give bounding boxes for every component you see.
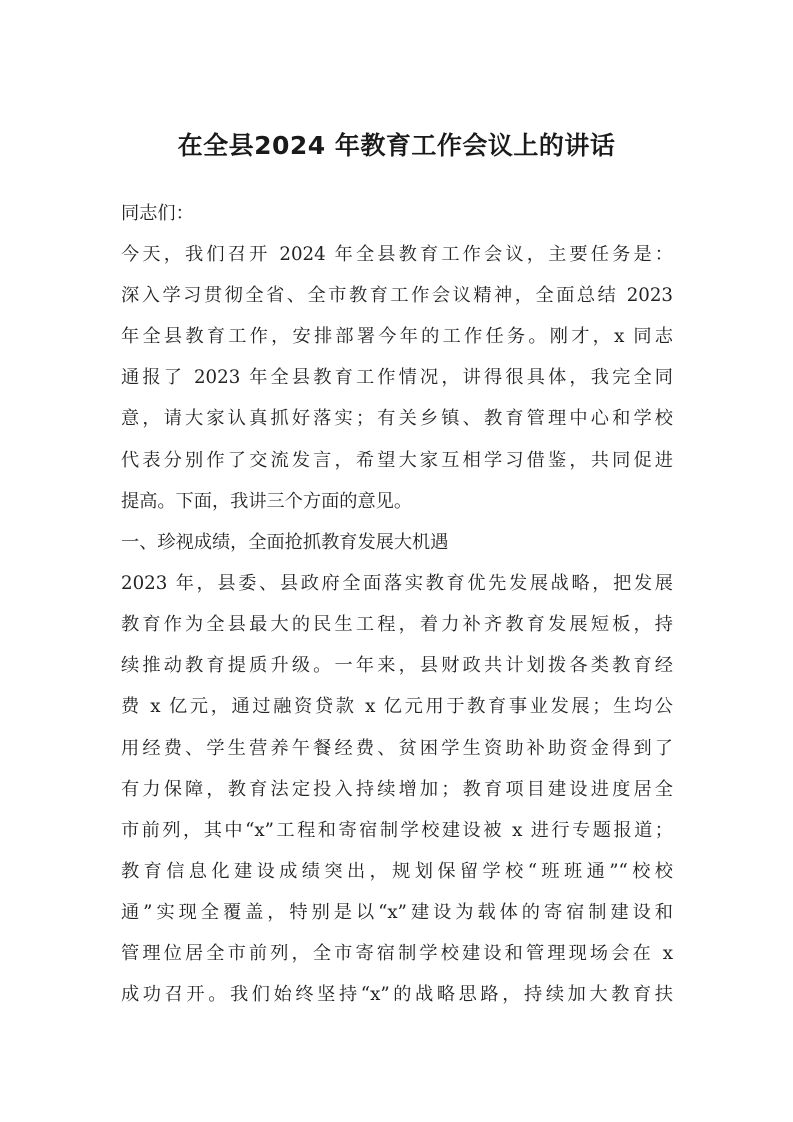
body-line: 意，请大家认真抓好落实；有关乡镇、教育管理中心和学校 <box>121 408 673 429</box>
body-line: 成功召开。我们始终坚持“x”的战略思路，持续加大教育扶 <box>121 984 673 1005</box>
body-line: 提高。下面，我讲三个方面的意见。 <box>121 491 413 512</box>
body-line: 教育信息化建设成绩突出，规划保留学校“班班通”“校校 <box>121 861 673 882</box>
body-line: 续推动教育提质升级。一年来，县财政共计划拨各类教育经 <box>121 655 673 676</box>
section-heading: 一、珍视成绩，全面抢抓教育发展大机遇 <box>121 532 449 553</box>
body-line: 费 x 亿元，通过融资贷款 x 亿元用于教育事业发展；生均公 <box>121 696 673 717</box>
body-line: 用经费、学生营养午餐经费、贫困学生资助补助资金得到了 <box>121 738 673 759</box>
document-title: 在全县2024 年教育工作会议上的讲话 <box>177 131 616 160</box>
salutation-line: 同志们： <box>121 203 194 224</box>
body-line: 通”实现全覆盖，特别是以“x”建设为载体的寄宿制建设和 <box>121 902 673 923</box>
body-line: 教育作为全县最大的民生工程，着力补齐教育发展短板，持 <box>121 614 673 635</box>
body-line: 深入学习贯彻全省、全市教育工作会议精神，全面总结 2023 <box>121 285 673 306</box>
body-line: 年全县教育工作，安排部署今年的工作任务。刚才，x 同志 <box>121 326 673 347</box>
body-line: 通报了 2023 年全县教育工作情况，讲得很具体，我完全同 <box>121 367 673 388</box>
body-line: 2023 年，县委、县政府全面落实教育优先发展战略，把发展 <box>121 573 673 594</box>
body-line: 代表分别作了交流发言，希望大家互相学习借鉴，共同促进 <box>121 450 673 471</box>
body-line: 有力保障，教育法定投入持续增加；教育项目建设进度居全 <box>121 779 673 800</box>
body-line: 今天，我们召开 2024 年全县教育工作会议，主要任务是： <box>121 244 673 265</box>
body-line: 市前列，其中“x”工程和寄宿制学校建设被 x 进行专题报道； <box>121 820 673 841</box>
body-line: 管理位居全市前列，全市寄宿制学校建设和管理现场会在 x <box>121 943 673 964</box>
